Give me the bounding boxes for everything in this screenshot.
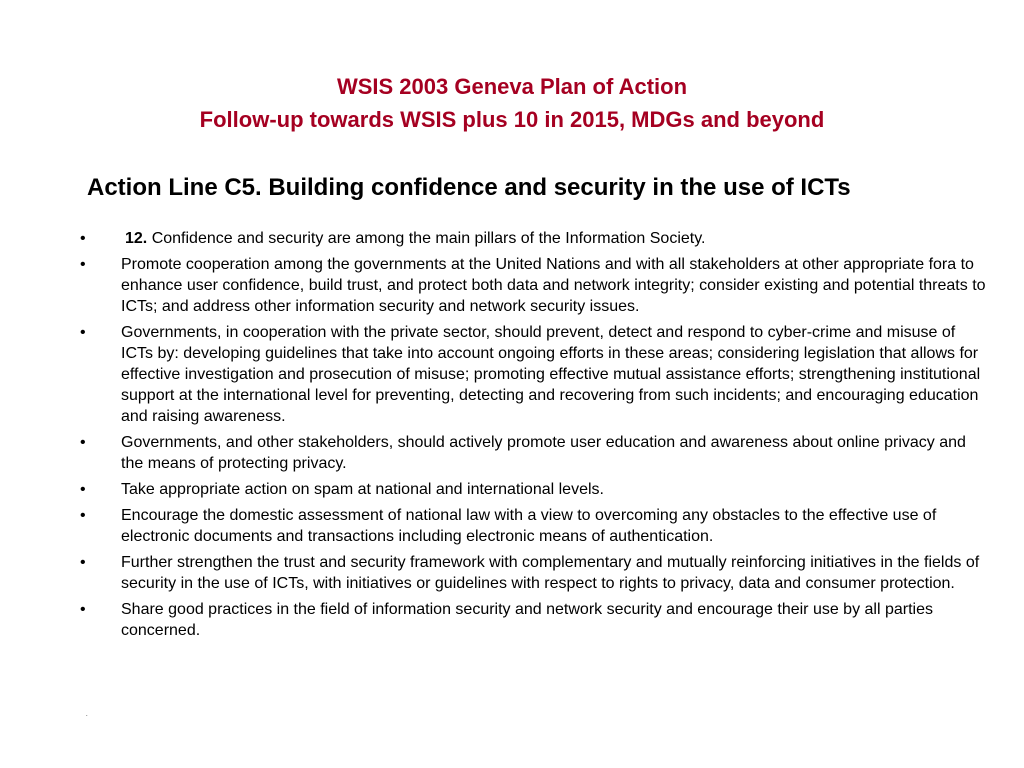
- bullet-item-4: [80, 432, 990, 474]
- trailing-mark: .: [86, 712, 88, 718]
- bullet-icon: •: [80, 601, 86, 618]
- action-line-heading: Action Line C5. Building confidence and security in the use of ICTs: [87, 174, 851, 201]
- bullet-item-1: [80, 228, 990, 249]
- bullet-icon: •: [80, 324, 86, 341]
- title-block: [0, 70, 1024, 136]
- bullet-item-3: [80, 322, 990, 427]
- bullet-item-6: [80, 505, 990, 547]
- bullet-text: Promote cooperation among the governments at the United Nations and with all stakeholders at other appropriate fora to enhance user confidence, build trust, and protect both data and network integrity; consider existing and potential threats to ICTs; and address other information security and network security issues.: [121, 256, 986, 315]
- bullet-icon: •: [80, 481, 86, 498]
- bullet-number: 12.: [125, 230, 148, 247]
- bullet-text: Share good practices in the field of information security and network security and encourage their use by all parties concerned.: [121, 601, 933, 639]
- bullet-list: [80, 228, 990, 646]
- bullet-icon: •: [80, 256, 86, 273]
- bullet-item-8: [80, 599, 990, 641]
- title-line-1: WSIS 2003 Geneva Plan of Action: [336, 74, 688, 99]
- bullet-text: Governments, and other stakeholders, should actively promote user education and awareness about online privacy and the means of protecting privacy.: [121, 434, 966, 472]
- bullet-icon: •: [80, 434, 86, 451]
- bullet-text: Take appropriate action on spam at national and international levels.: [121, 481, 604, 498]
- bullet-icon: •: [80, 554, 86, 571]
- bullet-item-7: [80, 552, 990, 594]
- bullet-icon: •: [80, 230, 86, 247]
- bullet-text: Further strengthen the trust and security framework with complementary and mutually reinforcing initiatives in the fields of security in the use of ICTs, with initiatives or guidelines with respect to rights to privacy, data and consumer protection.: [121, 554, 980, 592]
- bullet-text: Governments, in cooperation with the private sector, should prevent, detect and respond to cyber-crime and misuse of ICTs by: developing guidelines that take into account ongoing efforts in these areas; considering legislation that allows for effective investigation and prosecution of misuse; promoting effective mutual assistance efforts; strengthening institutional support at the international level for preventing, detecting and recovering from such incidents; and encouraging education and raising awareness.: [121, 324, 981, 425]
- bullet-text: Confidence and security are among the main pillars of the Information Society.: [147, 230, 706, 247]
- title-line-2: Follow-up towards WSIS plus 10 in 2015, MDGs and beyond: [199, 107, 825, 132]
- bullet-text: Encourage the domestic assessment of national law with a view to overcoming any obstacles to the effective use of electronic documents and transactions including electronic means of authentication.: [121, 507, 937, 545]
- bullet-item-2: [80, 254, 990, 317]
- bullet-icon: •: [80, 507, 86, 524]
- bullet-item-5: [80, 479, 990, 500]
